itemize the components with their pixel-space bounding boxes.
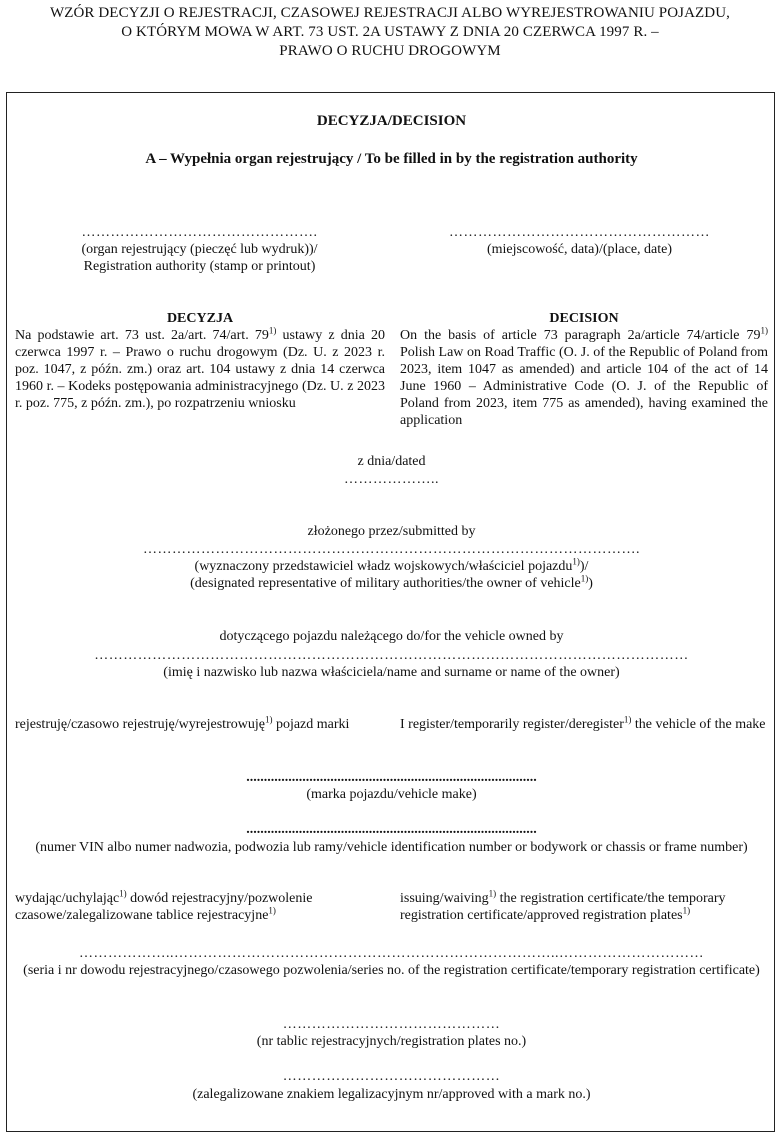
authority-label-2: Registration authority (stamp or printout) bbox=[83, 259, 316, 274]
title-line-3: PRAWO O RUCHU DROGOWYM bbox=[279, 43, 501, 59]
series-label: (seria i nr dowodu rejestracyjnego/czasowego pozwolenia/series no. of the registration certificate/temporary registration certificate) bbox=[23, 963, 760, 978]
form-heading: DECYZJA/DECISION bbox=[316, 113, 467, 129]
polish-legal-basis: Na podstawie art. 73 ust. 2a/art. 74/art. 79$^{1)}$ ustawy z dnia 20 czerwca 1997 r. – Prawo o ruchu drogowym (Dz. U. z 2023 r. poz. 1047, z późn. zm.) oraz art. 104 ustawy z dnia 14 czerwca 1960 r. – Kodeks postępowania administracyjnego (Dz. U. z 2023 r. poz. 775, z późn. zm.), po rozpatrzeniu wniosku bbox=[15, 325, 386, 411]
polish-column bbox=[15, 310, 385, 412]
dated-field[interactable]: ……………….. bbox=[344, 472, 439, 487]
vin-label: (numer VIN albo numer nadwozia, podwozia lub ramy/vehicle identification number or bodywork or chassis or frame number) bbox=[35, 840, 748, 855]
vin-field[interactable]: ................................................................................... bbox=[246, 822, 537, 837]
approved-mark-label: (zalegalizowane znakiem legalizacyjnym nr/approved with a mark no.) bbox=[192, 1087, 591, 1102]
title-line-1: WZÓR DECYZJI O REJESTRACJI, CZASOWEJ REJESTRACJI ALBO WYREJESTROWANIU POJAZDU, bbox=[49, 5, 731, 21]
register-english: I register/temporarily register/deregister$^{1)}$ the vehicle of the make bbox=[400, 714, 766, 732]
place-date-label: (miejscowość, data)/(place, date) bbox=[486, 242, 673, 257]
owner-note: (imię i nazwisko lub nazwa właściciela/name and surname or name of the owner) bbox=[163, 665, 620, 680]
english-column bbox=[400, 310, 768, 429]
authority-field[interactable]: …………………………………………. bbox=[81, 225, 318, 240]
title-line-2: O KTÓRYM MOWA W ART. 73 UST. 2A USTAWY Z DNIA 20 CZERWCA 1997 R. – bbox=[121, 24, 659, 40]
issuing-polish: wydając/uchylając$^{1)}$ dowód rejestracyjny/pozwolenie czasowe/zalegalizowane tablice rejestracyjne$^{1)}$ bbox=[15, 888, 313, 923]
submitted-note-1: (wyznaczony przedstawiciel władz wojskowych/właściciel pojazdu$^{1)}$)/ bbox=[194, 556, 589, 574]
register-polish: rejestruję/czasowo rejestruję/wyrejestrowuję$^{1)}$ pojazd marki bbox=[15, 714, 350, 732]
submitted-field[interactable]: …………………………………………………………………………………………. bbox=[143, 542, 640, 557]
approved-mark-field[interactable]: ……………………………………… bbox=[282, 1069, 501, 1084]
authority-label-1: (organ rejestrujący (pieczęć lub wydruk))/ bbox=[81, 242, 318, 257]
dated-label: z dnia/dated bbox=[357, 454, 426, 469]
plates-field[interactable]: ……………………………………… bbox=[282, 1017, 501, 1032]
place-date-field[interactable]: ……………………………………………… bbox=[449, 225, 710, 240]
vehicle-make-label: (marka pojazdu/vehicle make) bbox=[306, 787, 477, 802]
english-title: DECISION bbox=[549, 311, 619, 326]
submitted-label: złożonego przez/submitted by bbox=[307, 524, 476, 539]
submitted-note-2: (designated representative of military authorities/the owner of vehicle$^{1)}$) bbox=[190, 573, 593, 591]
owner-field[interactable]: …………………………………………………………………………………………………………… bbox=[94, 648, 689, 663]
document-title bbox=[0, 4, 780, 61]
owner-label: dotyczącego pojazdu należącego do/for the vehicle owned by bbox=[219, 629, 564, 644]
form-subheading: A – Wypełnia organ rejestrujący / To be filled in by the registration authority bbox=[145, 151, 638, 167]
plates-label: (nr tablic rejestracyjnych/registration plates no.) bbox=[256, 1034, 527, 1049]
place-block bbox=[402, 224, 757, 258]
polish-title: DECYZJA bbox=[166, 311, 234, 326]
decision-form bbox=[6, 92, 775, 1132]
vehicle-make-field[interactable]: ................................................................................... bbox=[246, 770, 537, 785]
authority-block bbox=[27, 224, 372, 275]
issuing-english: issuing/waiving$^{1)}$ the registration certificate/the temporary registration certificate/approved registration plates$^{1)}$ bbox=[400, 888, 726, 923]
english-legal-basis: On the basis of article 73 paragraph 2a/article 74/article 79$^{1)}$ Polish Law on Road Traffic (O. J. of the Republic of Poland from 2023, item 1047 as amended) and article 104 of the act of 14 June 1960 – Administrative Code (O. J. of the Republic of Poland from 2023, item 775 as amended), having examined the application bbox=[400, 325, 768, 428]
series-field[interactable]: ………………..……………………………………………………………………..………………………… bbox=[79, 946, 704, 961]
